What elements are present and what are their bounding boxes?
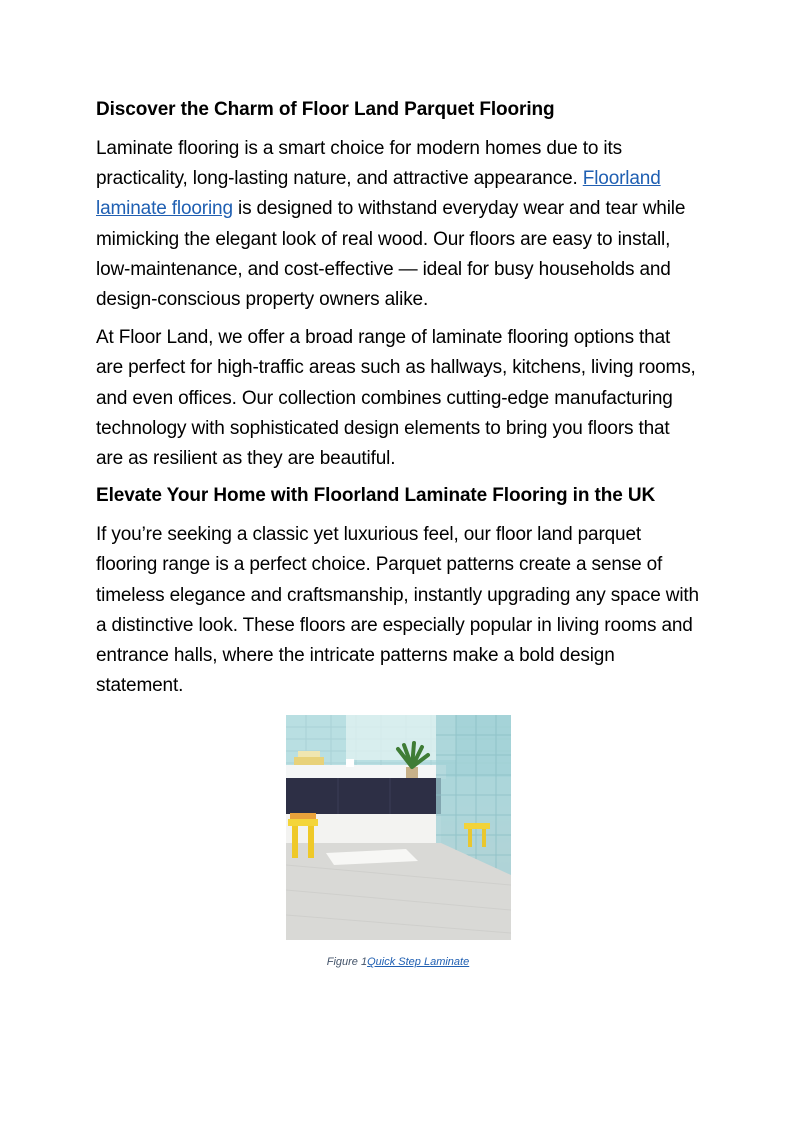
paragraph-range: At Floor Land, we offer a broad range of laminate flooring options that are perfect for high-traffic areas such as hallways, kitchens, living rooms, and even offices. Our collection combines cutting-edge manufacturing technology with sophisticated design elements to bring you floors that are as resilient as they are beautiful. — [96, 327, 696, 470]
paragraph-parquet: If you’re seeking a classic yet luxurious feel, our floor land parquet flooring range is a perfect choice. Parquet patterns create a sense of timeless elegance and craftsmanship, instantly upgrading any space with a distinctive look. These floors are especially popular in living rooms and entrance halls, where the intricate patterns make a bold design statement. — [96, 524, 699, 697]
paragraph-text-before-link: Laminate flooring is a smart choice for modern homes due to its practicality, long-lasting nature, and attractive appearance. — [96, 138, 622, 190]
figure-caption — [96, 956, 700, 968]
caption-prefix: Figure 1 — [326, 956, 368, 969]
figure — [96, 715, 700, 968]
heading-elevate: Elevate Your Home with Floorland Laminate Flooring in the UK — [96, 485, 656, 507]
paragraph-text-after-link: is designed to withstand everyday wear and tear while mimicking the elegant look of real wood. Our floors are easy to install, low-maintenance, and cost-effective — ideal for busy households and design-conscious property owners alike. — [96, 198, 686, 311]
floorland-laminate-link[interactable]: Floorland laminate flooring — [96, 168, 661, 220]
paragraph-laminate-intro — [96, 134, 700, 315]
document-page — [96, 96, 700, 968]
heading-discover: Discover the Charm of Floor Land Parquet Flooring — [96, 99, 555, 120]
quick-step-laminate-link[interactable]: Quick Step Laminate — [367, 956, 470, 969]
photo-illustration — [286, 715, 511, 940]
bathroom-laminate-photo — [286, 715, 511, 940]
